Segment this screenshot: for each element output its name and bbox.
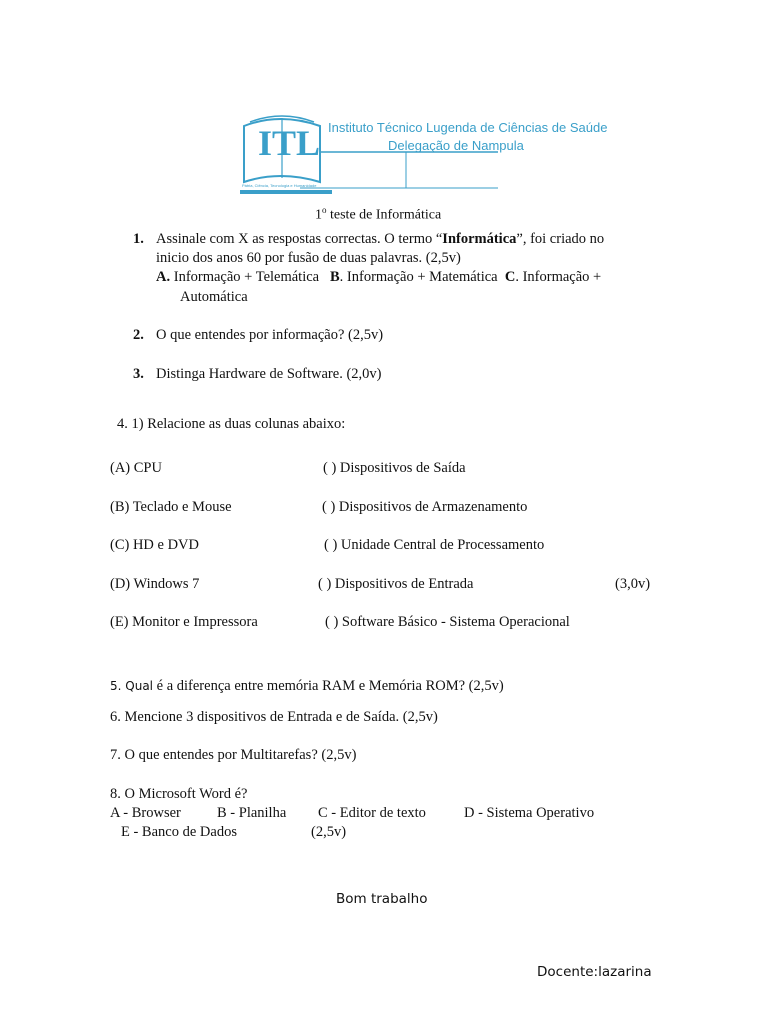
q1-optB: . Informação + Matemática: [339, 269, 498, 285]
q8-optB: B - Planilha: [217, 805, 287, 821]
q7-text: 7. O que entendes por Multitarefas? (2,5v): [110, 747, 357, 763]
teacher-signature: Docente:lazarina: [537, 964, 652, 980]
q1-optC-letter: C: [504, 269, 516, 285]
q4-row-d-right: ( ) Dispositivos de Entrada: [318, 576, 474, 592]
logo-name: Instituto Técnico Lugenda de Ciências de Saúde: [328, 120, 608, 135]
q5-text: [110, 678, 504, 695]
title-text: teste de Informática: [326, 207, 442, 223]
q8-points: (2,5v): [311, 824, 347, 840]
q2-number: 2.: [133, 327, 144, 343]
q1-optC-cont: Automática: [180, 289, 248, 305]
q4-row-e-left: (E) Monitor e Impressora: [110, 614, 258, 630]
q4-row-c-right: ( ) Unidade Central de Processamento: [324, 537, 545, 553]
q3-text: Distinga Hardware de Software. (2,0v): [156, 366, 382, 382]
q5-prefix: 5. Qual: [110, 679, 154, 693]
q1-optA: Informação + Telemática: [170, 269, 320, 285]
q4-row-e-right: ( ) Software Básico - Sistema Operacional: [325, 614, 570, 630]
q1-line1-c: ”, foi criado no: [516, 231, 605, 247]
q4-row-b-left: (B) Teclado e Mouse: [110, 499, 232, 515]
q4-row-b-right: ( ) Dispositivos de Armazenamento: [322, 499, 528, 515]
school-logo: [240, 112, 608, 196]
q1-line2: inicio dos anos 60 por fusão de duas palavras. (2,5v): [156, 250, 461, 266]
q4-row-d-left: (D) Windows 7: [110, 576, 200, 592]
title-number: 1: [315, 207, 322, 223]
q4-heading: 4. 1) Relacione as duas colunas abaixo:: [117, 416, 346, 432]
logo-motto: Pátria, Ciência, Tecnologia e Humanidade: [242, 183, 317, 188]
q2-text: O que entendes por informação? (2,5v): [156, 327, 384, 343]
logo-short: ITL: [258, 123, 321, 163]
logo-branch: Delegação de Nampula: [388, 138, 524, 153]
q8-optE: E - Banco de Dados: [121, 824, 237, 840]
q1-line1: [156, 231, 604, 248]
q3-number: 3.: [133, 366, 144, 382]
q1-options: [156, 269, 601, 286]
q1-number: 1.: [133, 231, 144, 247]
q1-optA-letter: A.: [156, 269, 171, 285]
q8-optC: C - Editor de texto: [318, 805, 426, 821]
q4-row-a-right: ( ) Dispositivos de Saída: [323, 460, 466, 476]
q4-row-c-left: (C) HD e DVD: [110, 537, 199, 553]
closing-text: Bom trabalho: [336, 891, 428, 907]
q4-row-a-left: (A) CPU: [110, 460, 162, 476]
logo-motto-bar: [240, 190, 332, 194]
q1-optB-letter: B: [330, 269, 340, 285]
q4-points: (3,0v): [615, 576, 651, 592]
q8-optD: D - Sistema Operativo: [464, 805, 595, 821]
q1-optC: . Informação +: [515, 269, 602, 285]
q1-line1-a: Assinale com X as respostas correctas. O termo “: [156, 231, 443, 247]
q1-line1-b: Informática: [442, 231, 517, 247]
q6-text: 6. Mencione 3 dispositivos de Entrada e de Saída. (2,5v): [110, 709, 438, 725]
q8-optA: A - Browser: [110, 805, 181, 821]
test-title: [315, 205, 441, 224]
title-sup: o: [322, 205, 327, 215]
q8-text: 8. O Microsoft Word é?: [110, 786, 248, 802]
q5-body: é a diferença entre memória RAM e Memória ROM? (2,5v): [153, 678, 504, 694]
